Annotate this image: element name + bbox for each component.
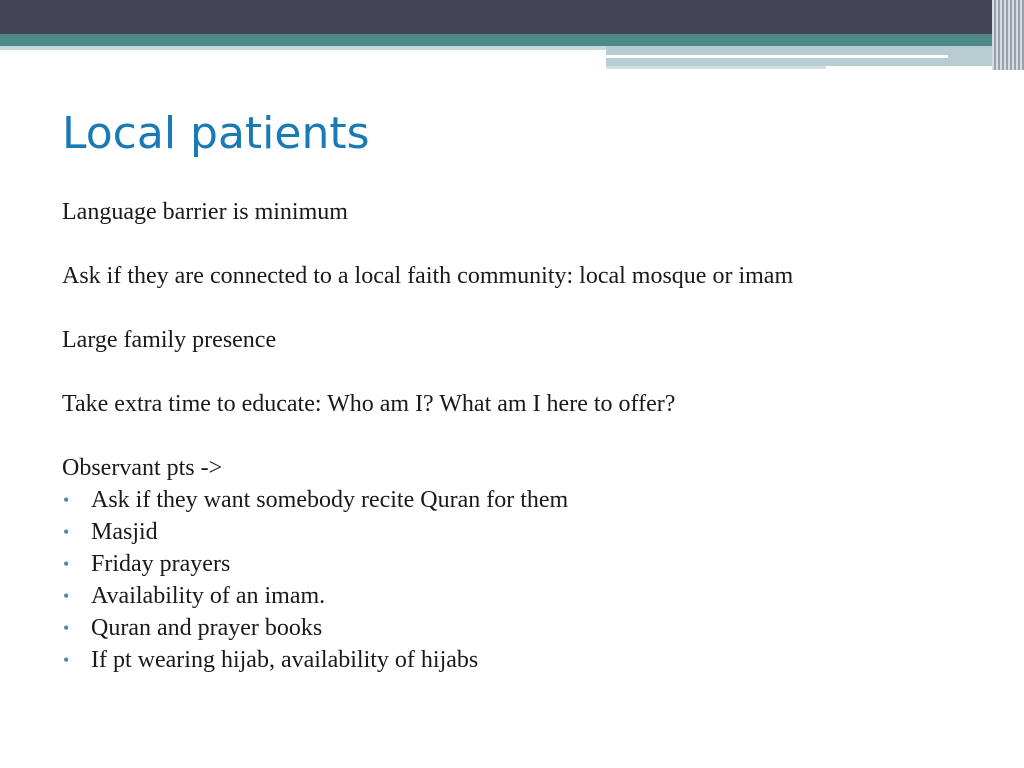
- body-paragraph-family: Large family presence: [62, 327, 277, 353]
- bullet-dot-icon: •: [63, 618, 70, 638]
- observant-bullet-list: [62, 484, 992, 676]
- bullet-item: [62, 580, 992, 612]
- header-band-teal: [0, 34, 1024, 46]
- body-paragraph-educate: Take extra time to educate: Who am I? What am I here to offer?: [62, 391, 676, 417]
- bullet-text: Ask if they want somebody recite Quran for them: [91, 487, 569, 513]
- bullet-dot-icon: •: [63, 650, 70, 670]
- bullet-text: Quran and prayer books: [91, 615, 323, 641]
- header-band-dark: [0, 0, 1024, 34]
- paragraph-spacer: [62, 356, 992, 388]
- header-accent-line-secondary: [606, 66, 826, 69]
- bullet-text: Availability of an imam.: [91, 583, 326, 609]
- paragraph-spacer: [62, 292, 992, 324]
- body-paragraph-language: Language barrier is minimum: [62, 199, 348, 225]
- header-accent-line: [606, 55, 948, 58]
- corner-stripes-decoration: [992, 0, 1024, 70]
- paragraph-spacer: [62, 420, 992, 452]
- bullet-dot-icon: •: [63, 522, 70, 542]
- slide-title: Local patients: [62, 108, 370, 159]
- paragraph-spacer: [62, 228, 992, 260]
- bullet-item: [62, 612, 992, 644]
- bullet-dot-icon: •: [63, 554, 70, 574]
- bullet-item: [62, 484, 992, 516]
- bullet-text: Masjid: [91, 519, 158, 545]
- bullet-item: [62, 516, 992, 548]
- bullet-item: [62, 644, 992, 676]
- bullet-text: Friday prayers: [91, 551, 231, 577]
- bullet-item: [62, 548, 992, 580]
- slide-body: [62, 196, 992, 676]
- body-paragraph-observant: Observant pts ->: [62, 455, 223, 481]
- body-paragraph-faith-community: Ask if they are connected to a local faith community: local mosque or imam: [62, 263, 794, 289]
- bullet-dot-icon: •: [63, 586, 70, 606]
- bullet-dot-icon: •: [63, 490, 70, 510]
- bullet-text: If pt wearing hijab, availability of hijabs: [91, 647, 479, 673]
